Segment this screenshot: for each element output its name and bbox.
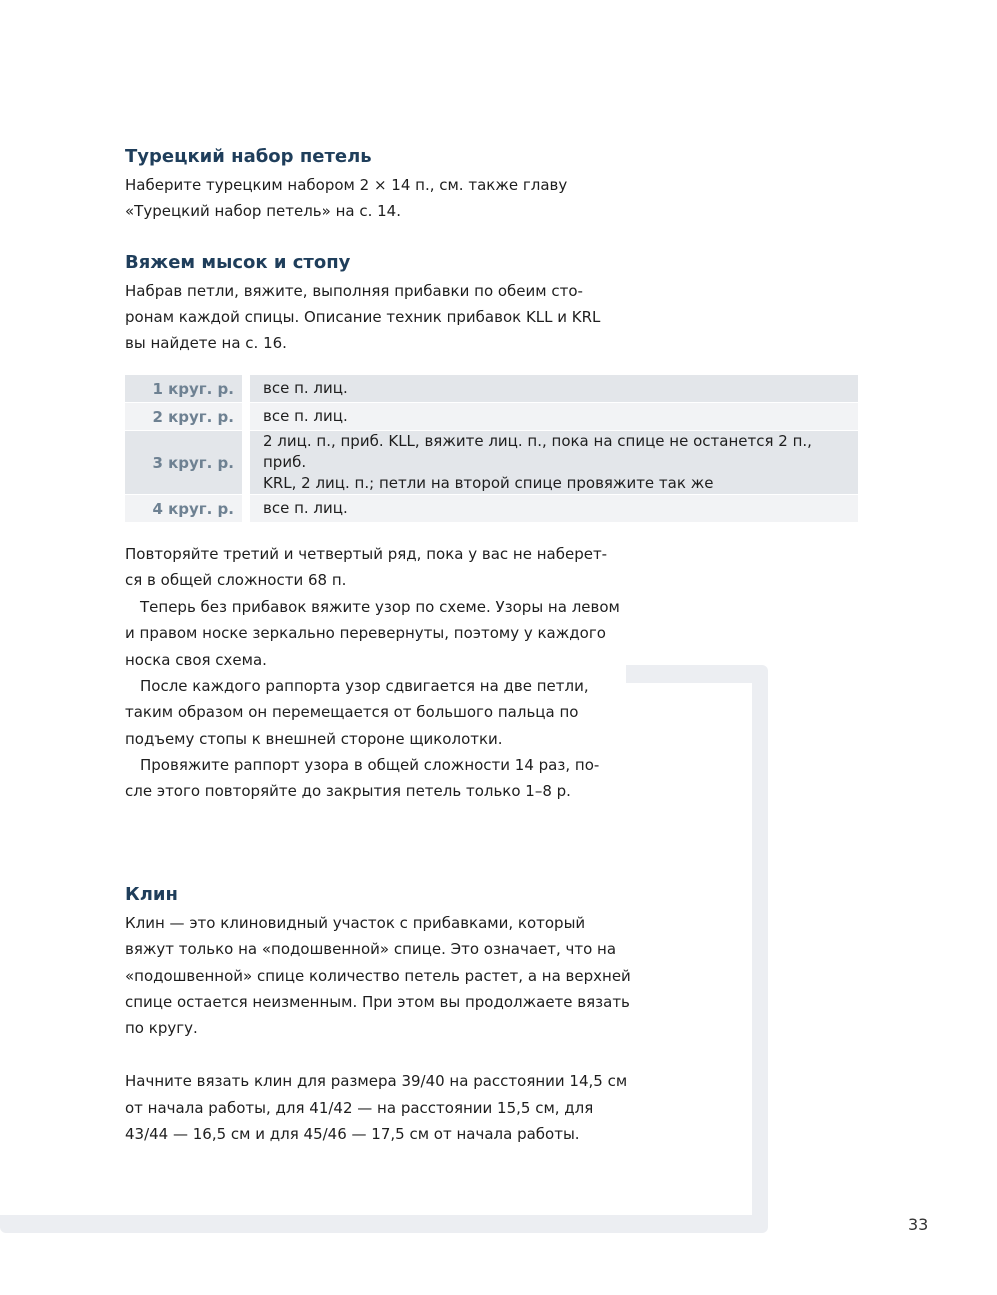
body-line-3: Теперь без прибавок вяжите узор по схеме. Узоры на левом — [140, 598, 620, 616]
gusset2-line-3: 43/44 — 16,5 см и для 45/46 — 17,5 см от начала работы. — [125, 1125, 580, 1143]
gusset2-line-1: Начните вязать клин для размера 39/40 на расстоянии 14,5 см — [125, 1072, 628, 1090]
heading-gusset: Клин — [125, 884, 178, 905]
round-label: 3 круг. р. — [125, 431, 242, 494]
table-row — [125, 431, 858, 494]
heading-toe: Вяжем мысок и стопу — [125, 252, 351, 273]
table-row — [125, 495, 858, 522]
body-line-9: Провяжите раппорт узора в общей сложности 14 раз, по- — [140, 756, 600, 774]
gusset-line-4: спице остается неизменным. При этом вы продолжаете вязать — [125, 993, 630, 1011]
toe-line-2: ронам каждой спицы. Описание техник прибавок KLL и KRL — [125, 308, 601, 326]
body-line-8: подъему стопы к внешней стороне щиколотки. — [125, 730, 503, 748]
heading-cast-on: Турецкий набор петель — [125, 146, 372, 167]
round-text: все п. лиц. — [250, 403, 858, 430]
round-label: 4 круг. р. — [125, 495, 242, 522]
cast-on-line-2: «Турецкий набор петель» на с. 14. — [125, 202, 401, 220]
gusset-line-1: Клин — это клиновидный участок с прибавками, который — [125, 914, 586, 932]
round-text: все п. лиц. — [250, 495, 858, 522]
rounds-table — [125, 375, 858, 522]
toe-line-3: вы найдете на с. 16. — [125, 334, 287, 352]
body-line-2: ся в общей сложности 68 п. — [125, 571, 347, 589]
body-line-4: и правом носке зеркально перевернуты, поэтому у каждого — [125, 624, 606, 642]
round-label: 2 круг. р. — [125, 403, 242, 430]
gusset-line-3: «подошвенной» спице количество петель растет, а на верхней — [125, 967, 631, 985]
round-text: все п. лиц. — [250, 375, 858, 402]
cast-on-line-1: Наберите турецким набором 2 × 14 п., см. также главу — [125, 176, 568, 194]
body-line-7: таким образом он перемещается от большого пальца по — [125, 703, 579, 721]
body-line-1: Повторяйте третий и четвертый ряд, пока у вас не наберет- — [125, 545, 608, 563]
gusset-line-2: вяжут только на «подошвенной» спице. Это означает, что на — [125, 940, 617, 958]
table-row — [125, 403, 858, 430]
round-text-line: 2 лиц. п., приб. KLL, вяжите лиц. п., пока на спице не останется 2 п., приб. — [263, 432, 812, 471]
page-number: 33 — [908, 1215, 929, 1234]
toe-line-1: Набрав петли, вяжите, выполняя прибавки по обеим сто- — [125, 282, 583, 300]
gusset-line-5: по кругу. — [125, 1019, 198, 1037]
round-text-line: KRL, 2 лиц. п.; петли на второй спице провяжите так же — [263, 474, 714, 492]
body-line-5: носка своя схема. — [125, 651, 267, 669]
gusset2-line-2: от начала работы, для 41/42 — на расстоянии 15,5 см, для — [125, 1099, 594, 1117]
round-label: 1 круг. р. — [125, 375, 242, 402]
round-text — [250, 431, 858, 494]
body-line-6: После каждого раппорта узор сдвигается на две петли, — [140, 677, 589, 695]
body-line-10: сле этого повторяйте до закрытия петель только 1–8 р. — [125, 782, 571, 800]
table-row — [125, 375, 858, 402]
